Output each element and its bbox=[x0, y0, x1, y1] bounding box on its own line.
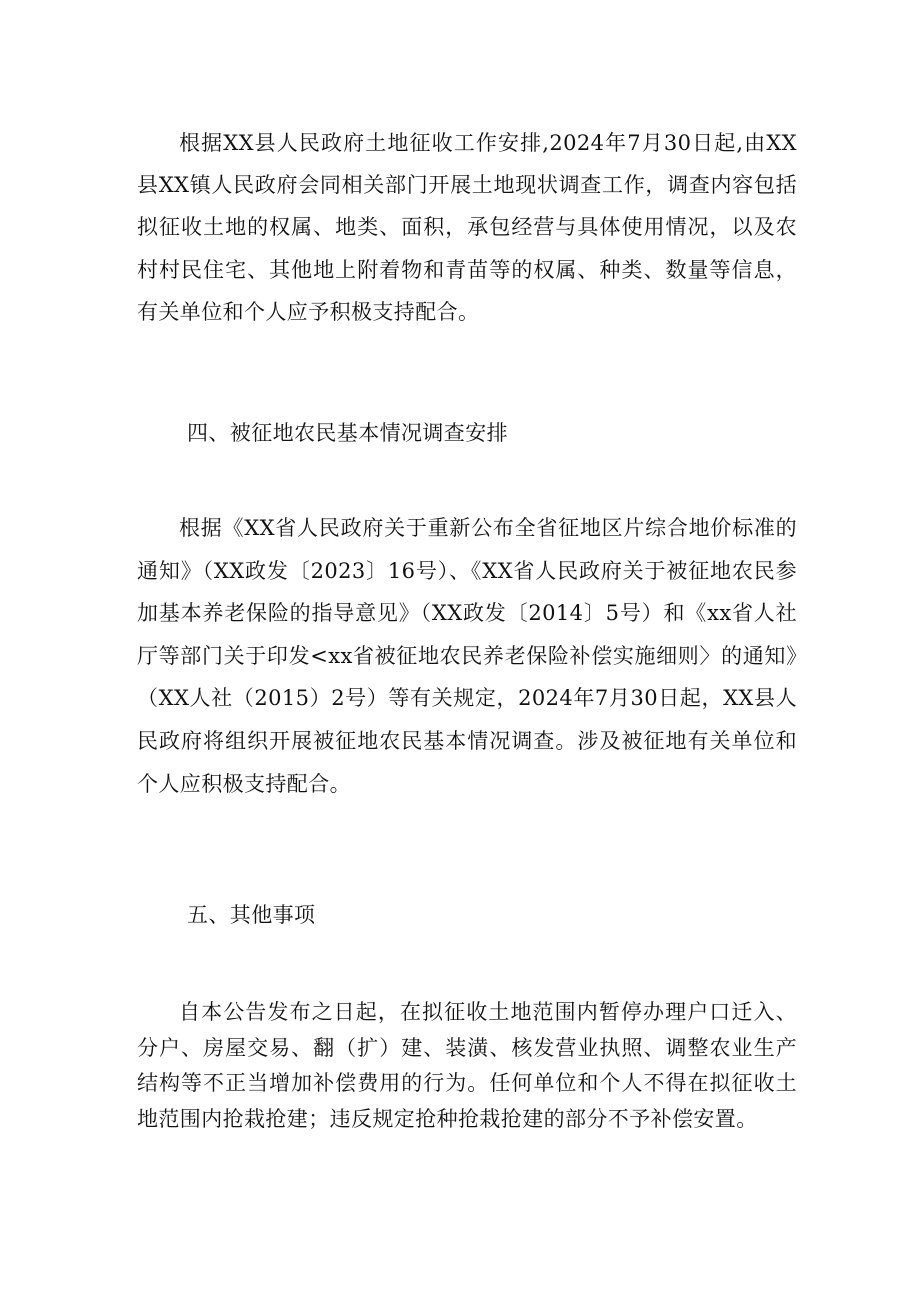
farmer-survey-paragraph: 根据《XX省人民政府关于重新公布全省征地区片综合地价标准的通知》（XX政发〔2023〕16号）、《XX省人民政府关于被征地农民参加基本养老保险的指导意见》（XX政发〔2014〕5号）和《xx省人社厅等部门关于印发<xx省被征地农民养老保险补偿实施细则〉的通知》（XX人社（2015）2号）等有关规定，2024年7月30日起，XX县人民政府将组织开展被征地农民基本情况调查。涉及被征地有关单位和个人应积极支持配合。 bbox=[137, 516, 797, 796]
land-survey-paragraph: 根据XX县人民政府土地征收工作安排,2024年7月30日起,由XX县XX镇人民政府会同相关部门开展土地现状调查工作，调查内容包括拟征收土地的权属、地类、面积，承包经营与具体使用情况，以及农村村民住宅、其他地上附着物和青苗等的权属、种类、数量等信息，有关单位和个人应予积极支持配合。 bbox=[137, 131, 797, 324]
section-5-heading: 五、其他事项 bbox=[187, 903, 316, 927]
section-4-heading: 四、被征地农民基本情况调查安排 bbox=[187, 421, 508, 445]
other-matters-paragraph: 自本公告发布之日起，在拟征收土地范围内暂停办理户口迁入、分户、房屋交易、翻（扩）建、装潢、核发营业执照、调整农业生产结构等不正当增加补偿费用的行为。任何单位和个人不得在拟征收土地范围内抢栽抢建；违反规定抢种抢栽抢建的部分不予补偿安置。 bbox=[137, 1000, 797, 1131]
